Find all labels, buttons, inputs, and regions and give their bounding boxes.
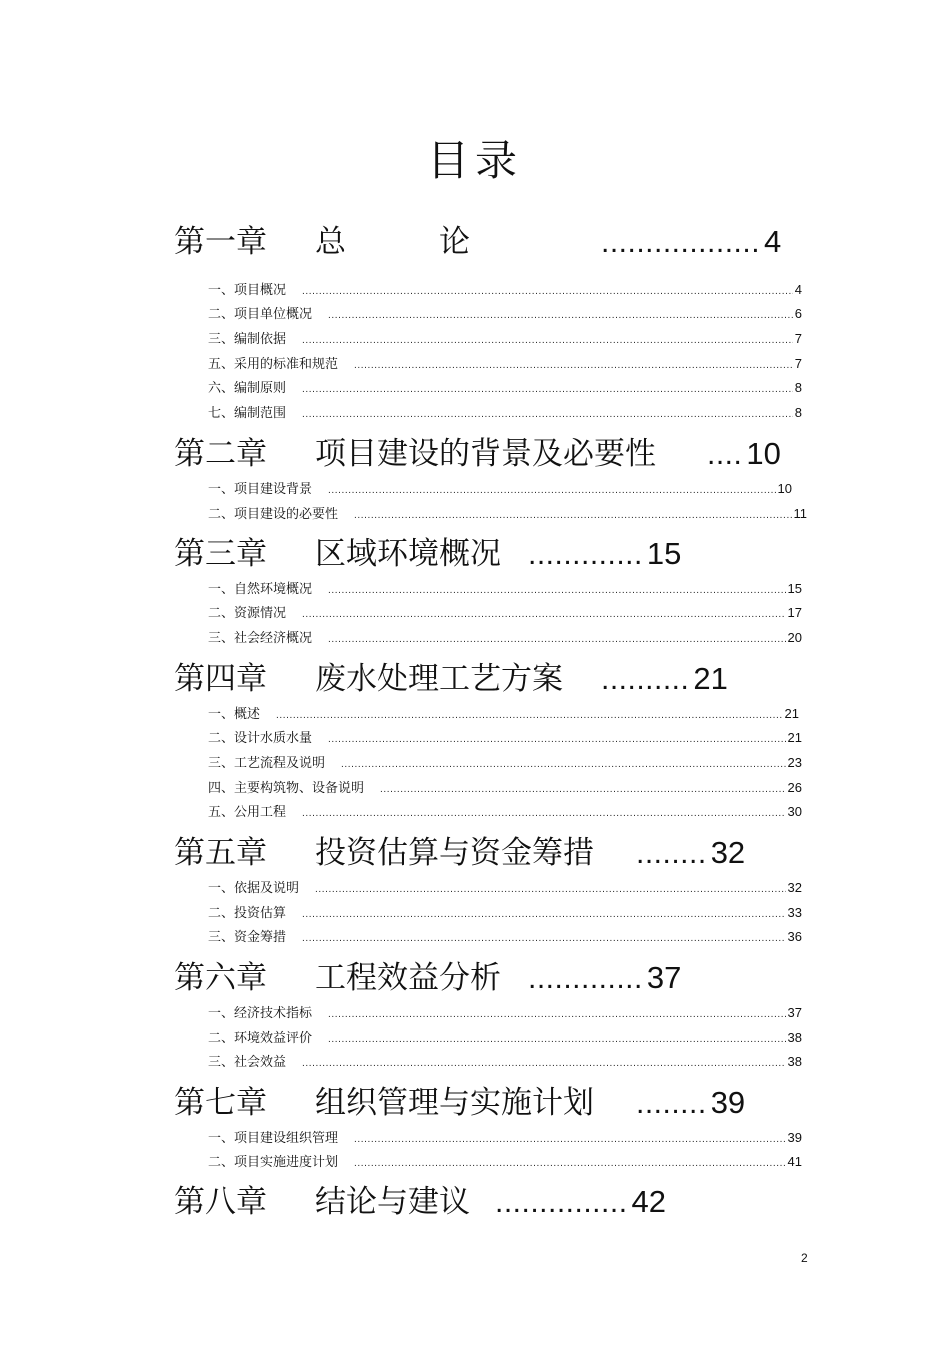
dot-leader [328, 582, 786, 600]
entry-label: 一、依据及说明 [208, 881, 300, 896]
chapter-number: 第四章 [174, 661, 267, 697]
chapter-heading[interactable] [174, 1182, 666, 1222]
page-number: 2 [801, 1251, 808, 1265]
chapter-heading[interactable] [174, 958, 681, 998]
entry-page-number: 36 [787, 929, 802, 944]
toc-entry[interactable] [208, 754, 802, 772]
toc-entry[interactable] [208, 330, 802, 348]
entry-label: 二、项目实施进度计划 [208, 1155, 339, 1170]
entry-label: 三、资金筹措 [208, 930, 287, 945]
toc-entry[interactable] [208, 803, 802, 821]
dot-leader: ............. [528, 538, 643, 571]
entry-page-number: 21 [784, 706, 799, 721]
dot-leader [302, 283, 793, 301]
entry-label: 一、项目概况 [208, 283, 287, 298]
chapter-number: 第五章 [174, 835, 267, 871]
chapter-title: 总 论 [315, 224, 470, 260]
toc-title: 目录 [426, 136, 523, 185]
dot-leader [302, 930, 786, 948]
entry-label: 二、资源情况 [208, 606, 287, 621]
chapter-title: 结论与建议 [315, 1184, 470, 1220]
toc-entry[interactable] [208, 604, 802, 622]
dot-leader [328, 1031, 786, 1049]
entry-label: 六、编制原则 [208, 381, 287, 396]
dot-leader [302, 381, 793, 399]
dot-leader: ............... [495, 1186, 628, 1219]
entry-label: 五、公用工程 [208, 805, 287, 820]
entry-page-number: 30 [787, 804, 802, 819]
dot-leader [302, 332, 793, 350]
entry-label: 二、投资估算 [208, 906, 287, 921]
entry-page-number: 6 [794, 306, 802, 321]
toc-entry[interactable] [208, 305, 802, 323]
dot-leader: ........ [636, 837, 707, 870]
toc-entry[interactable] [208, 1153, 802, 1171]
chapter-page-number: 32 [710, 835, 746, 870]
toc-entry[interactable] [208, 1129, 802, 1147]
entry-page-number: 4 [794, 282, 802, 297]
chapter-page-number: 21 [693, 661, 728, 696]
chapter-number: 第一章 [174, 224, 267, 260]
toc-entry[interactable] [208, 879, 802, 897]
toc-entry[interactable] [208, 904, 802, 922]
toc-entry[interactable] [208, 1053, 802, 1071]
chapter-page-number: 10 [746, 436, 781, 471]
chapter-heading[interactable] [174, 534, 681, 574]
dot-leader [302, 406, 793, 424]
dot-leader [315, 881, 786, 899]
entry-page-number: 20 [787, 630, 802, 645]
toc-entry[interactable] [208, 404, 802, 422]
entry-label: 二、环境效益评价 [208, 1031, 313, 1046]
toc-entry[interactable] [208, 629, 802, 647]
chapter-title: 工程效益分析 [315, 960, 501, 996]
entry-page-number: 17 [787, 605, 802, 620]
dot-leader [328, 631, 786, 649]
chapter-number: 第三章 [174, 536, 267, 572]
entry-page-number: 21 [787, 730, 802, 745]
chapter-title: 项目建设的背景及必要性 [315, 436, 656, 472]
entry-page-number: 10 [777, 481, 792, 496]
dot-leader [302, 606, 786, 624]
dot-leader [328, 1006, 786, 1024]
entry-label: 二、项目建设的必要性 [208, 507, 339, 522]
dot-leader [354, 357, 793, 375]
entry-page-number: 11 [793, 506, 807, 521]
dot-leader [341, 756, 786, 774]
chapter-page-number: 39 [710, 1085, 746, 1120]
entry-label: 一、经济技术指标 [208, 1006, 313, 1021]
dot-leader [354, 507, 791, 525]
entry-label: 五、采用的标准和规范 [208, 357, 339, 372]
toc-entry[interactable] [208, 355, 802, 373]
chapter-heading[interactable] [174, 1083, 745, 1123]
entry-page-number: 26 [787, 780, 802, 795]
dot-leader [328, 731, 786, 749]
entry-page-number: 39 [787, 1130, 802, 1145]
dot-leader [302, 1055, 786, 1073]
dot-leader: .................. [601, 226, 761, 259]
entry-page-number: 7 [794, 356, 802, 371]
toc-entry[interactable] [208, 480, 792, 498]
toc-entry[interactable] [208, 379, 802, 397]
dot-leader [328, 482, 776, 500]
dot-leader: ........ [636, 1087, 707, 1120]
dot-leader [380, 781, 786, 799]
entry-page-number: 23 [787, 755, 802, 770]
toc-entry[interactable] [208, 729, 802, 747]
toc-entry[interactable] [208, 505, 807, 523]
entry-page-number: 38 [787, 1030, 802, 1045]
toc-entry[interactable] [208, 1004, 802, 1022]
dot-leader [302, 906, 786, 924]
entry-page-number: 33 [787, 905, 802, 920]
entry-page-number: 41 [787, 1154, 802, 1169]
chapter-number: 第七章 [174, 1085, 267, 1121]
entry-page-number: 15 [787, 581, 802, 596]
toc-entry[interactable] [208, 705, 799, 723]
entry-page-number: 8 [794, 380, 802, 395]
entry-label: 二、设计水质水量 [208, 731, 313, 746]
chapter-heading[interactable] [174, 434, 781, 474]
dot-leader: ............. [528, 962, 643, 995]
chapter-heading[interactable] [174, 833, 745, 873]
entry-label: 三、社会经济概况 [208, 631, 313, 646]
chapter-page-number: 37 [646, 960, 682, 995]
dot-leader [354, 1131, 786, 1149]
entry-label: 四、主要构筑物、设备说明 [208, 781, 365, 796]
dot-leader [276, 707, 783, 725]
chapter-heading[interactable] [174, 659, 728, 699]
chapter-title: 投资估算与资金筹措 [315, 835, 594, 871]
entry-page-number: 32 [787, 880, 802, 895]
dot-leader [354, 1155, 786, 1173]
chapter-title: 区域环境概况 [315, 536, 501, 572]
chapter-page-number: 4 [764, 224, 782, 259]
chapter-title: 废水处理工艺方案 [315, 661, 563, 697]
entry-label: 三、社会效益 [208, 1055, 287, 1070]
entry-label: 三、工艺流程及说明 [208, 756, 326, 771]
toc-entry[interactable] [208, 580, 802, 598]
toc-entry[interactable] [208, 928, 802, 946]
chapter-number: 第八章 [174, 1184, 267, 1220]
chapter-number: 第二章 [174, 436, 267, 472]
dot-leader: .......... [601, 663, 690, 696]
dot-leader [328, 307, 793, 325]
entry-label: 一、概述 [208, 707, 261, 722]
chapter-heading[interactable] [174, 222, 781, 262]
toc-entry[interactable] [208, 281, 802, 299]
chapter-title: 组织管理与实施计划 [315, 1085, 594, 1121]
entry-label: 三、编制依据 [208, 332, 287, 347]
entry-label: 二、项目单位概况 [208, 307, 313, 322]
entry-label: 一、项目建设背景 [208, 482, 313, 497]
chapter-page-number: 15 [646, 536, 682, 571]
entry-label: 七、编制范围 [208, 406, 287, 421]
dot-leader: .... [707, 438, 743, 471]
chapter-page-number: 42 [631, 1184, 667, 1219]
entry-label: 一、自然环境概况 [208, 582, 313, 597]
toc-entry[interactable] [208, 1029, 802, 1047]
entry-page-number: 7 [794, 331, 802, 346]
toc-entry[interactable] [208, 779, 802, 797]
entry-page-number: 38 [787, 1054, 802, 1069]
entry-label: 一、项目建设组织管理 [208, 1131, 339, 1146]
dot-leader [302, 805, 786, 823]
entry-page-number: 8 [794, 405, 802, 420]
entry-page-number: 37 [787, 1005, 802, 1020]
chapter-number: 第六章 [174, 960, 267, 996]
